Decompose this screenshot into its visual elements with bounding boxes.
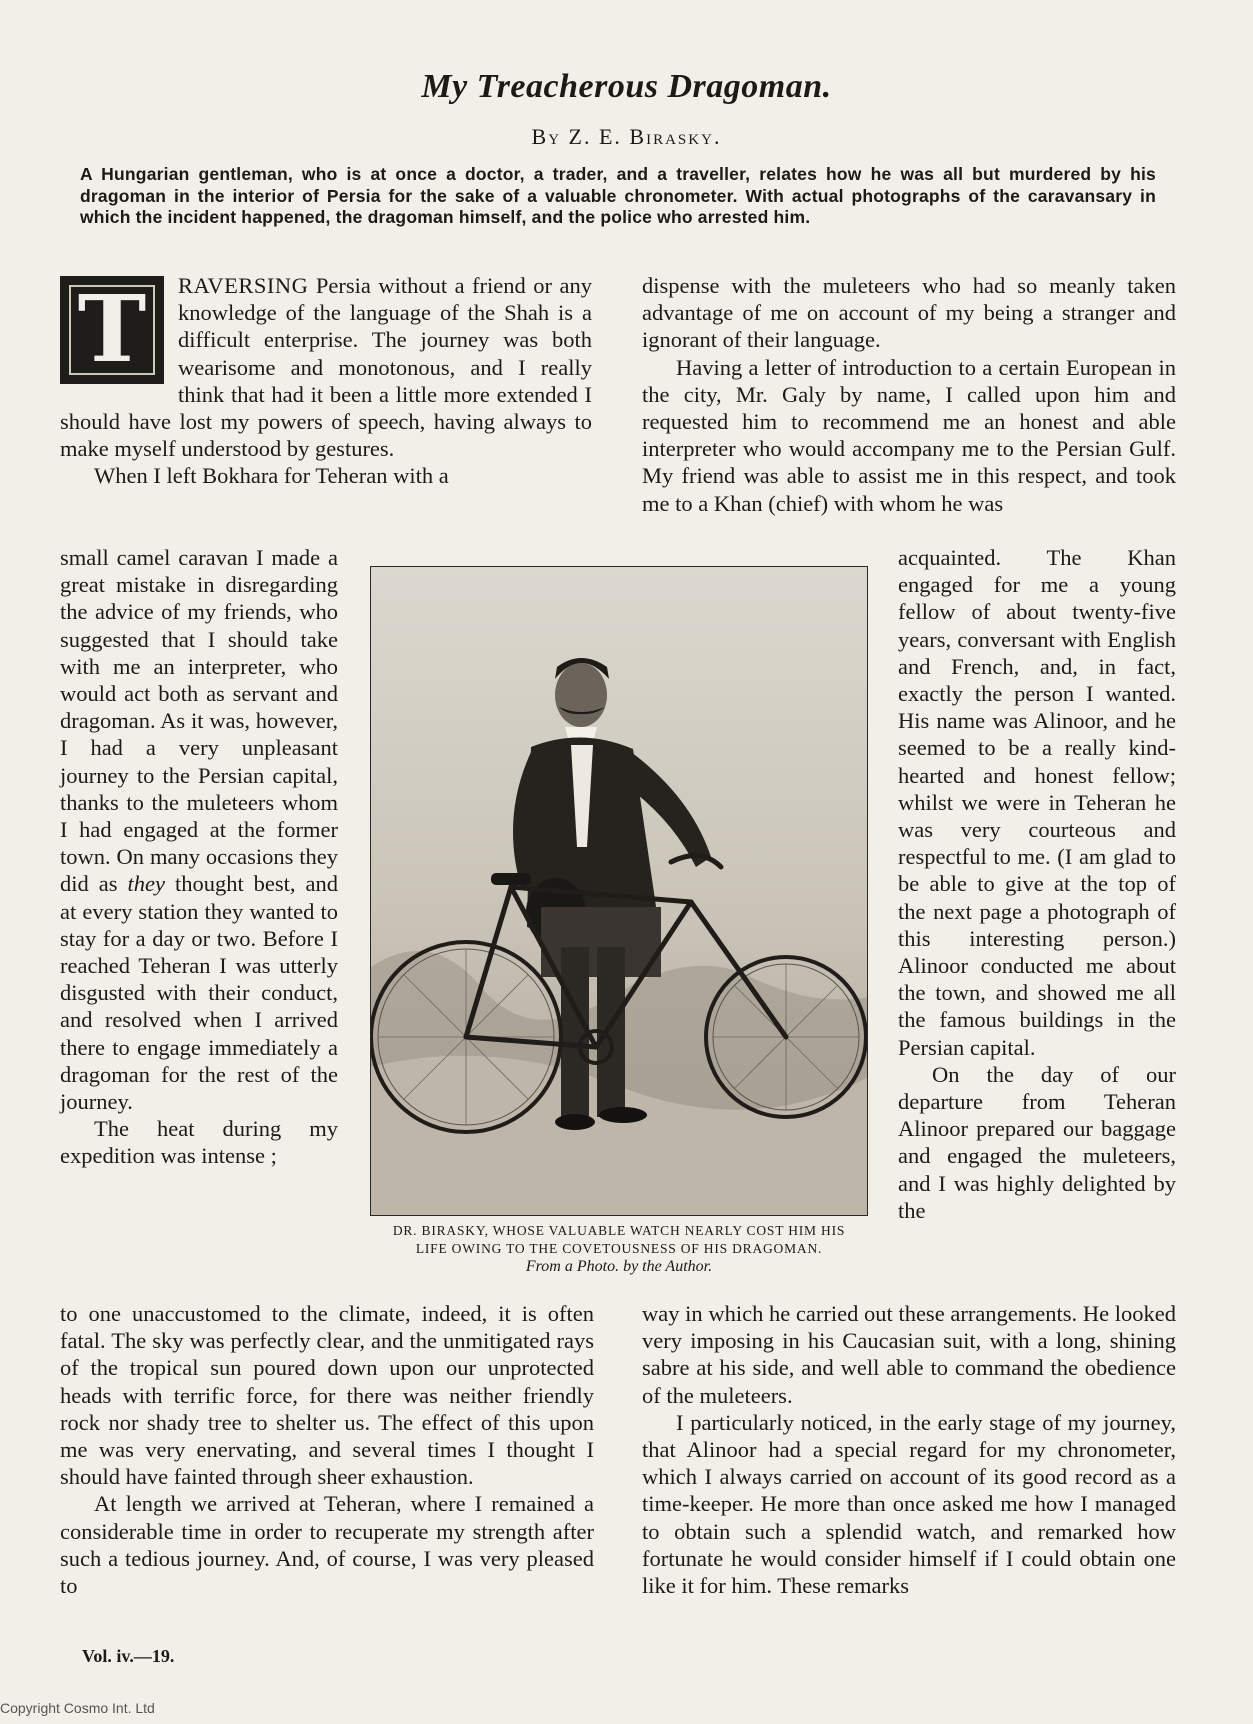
column-1-narrow — [60, 544, 338, 1170]
col2-paragraph-3-start: On the day of our departure from Teheran Alinoor prepared our baggage and engaged the muleteers, and I was highly delighted by the — [898, 1061, 1176, 1223]
paragraph-1-text: Persia without a friend or any knowledge of the language of the Shah is a difficult enterprise. The journey was both wearisome and monotonous, and I really think that had it been a little more extended I should have lost my powers of speech, having always to make myself understood by gestures. — [60, 273, 592, 462]
opening-word: RAVERSING — [178, 273, 309, 298]
col2-paragraph-1: dispense with the muleteers who had so meanly taken advantage of me on account of my being a stranger and ignorant of their language. — [642, 273, 1176, 353]
photo-man-with-bicycle — [370, 566, 868, 1216]
copyright-notice: Copyright Cosmo Int. Ltd — [0, 1700, 155, 1716]
caption-line-1: DR. BIRASKY, WHOSE VALUABLE WATCH NEARLY COST HIM HIS — [392, 1223, 846, 1238]
paragraph-3-cont: to one unaccustomed to the climate, indeed, it is often fatal. The sky was perfectly clear, and the unmitigated rays of the tropical sun poured down upon our unprotected heads with terrific force, for there was neither friendly rock nor shady tree to shelter us. The effect of this upon me was very enervating, and several times I thought I should have fainted through sheer exhaustion. — [60, 1301, 594, 1490]
col2-paragraph-2-cont: acquainted. The Khan engaged for me a young fellow of about twenty-five years, conversant with English and French, and, in fact, exactly the person I wanted. His name was Alinoor, and he seemed to be a really kind-hearted and honest fellow; whilst we were in Teheran he was very courteous and respectful to me. (I am glad to be able to give at the top of the next page a photograph of this interesting person.) Alinoor conducted me about the town, and showed me all the famous buildings in the Persian capital. — [898, 545, 1176, 1060]
col2-paragraph-2-start: Having a letter of introduction to a certain European in the city, Mr. Galy by name, I called upon him and requested him to recommend me an honest and able interpreter who would accompany me to the Persian Gulf. My friend was able to assist me in this respect, and took me to a Khan (chief) with whom he was — [642, 354, 1176, 516]
dropcap-initial: T — [60, 276, 164, 384]
emphasis-they: they — [127, 871, 165, 897]
paragraph-2-start: When I left Bokhara for Teheran with a — [94, 463, 449, 489]
paragraph-2-text-a: small camel caravan I made a great mistake in disregarding the advice of my friends, who suggested that I should take with me an interpreter, who would act both as servant and dragoman. As it was, however, I had a very unpleasant journey to the Persian capital, thanks to the muleteers whom I had engaged at the former town. On many occasions they did as — [60, 545, 338, 897]
column-2-top — [642, 272, 1176, 517]
photo-caption — [356, 1222, 882, 1276]
paragraph-3-start: The heat during my expedition was intense ; — [60, 1116, 338, 1169]
col2-paragraph-4: I particularly noticed, in the early stage of my journey, that Alinoor had a special regard for my chronometer, which I always carried on account of its good record as a time-keeper. He more than once asked me how I managed to obtain such a splendid watch, and remarked how fortunate he would consider himself if I could obtain one like it for him. These remarks — [642, 1409, 1176, 1599]
article-intro: A Hungarian gentleman, who is at once a doctor, a trader, and a traveller, relates how he was all but murdered by his dragoman in the interior of Persia for the sake of a valuable chronometer. With actual photographs of the caravansary in which the incident happened, the dragoman himself, and the police who arrested him. — [80, 164, 1156, 227]
column-2-bottom — [642, 1300, 1176, 1599]
photo-credit: From a Photo. by the Author. — [525, 1258, 713, 1275]
article-title: My Treacherous Dragoman. — [421, 68, 832, 105]
paragraph-2-text-b: thought best, and at every station they wanted to stay for a day or two. Before I reached Teheran I was utterly disgusted with their conduct, and resolved when I arrived there to engage immediately a dragoman for the rest of the journey. — [60, 871, 339, 1115]
photo-illustration — [371, 567, 868, 1216]
column-1-bottom — [60, 1300, 594, 1599]
volume-number: Vol. iv.—19. — [82, 1646, 175, 1666]
article-byline: By Z. E. Birasky. — [531, 124, 722, 149]
col2-paragraph-3-cont: way in which he carried out these arrangements. He looked very imposing in his Caucasian suit, with a long, shining sabre at his side, and well able to command the obedience of the muleteers. — [642, 1301, 1176, 1408]
column-2-narrow — [898, 544, 1176, 1224]
paragraph-1 — [60, 272, 592, 462]
column-1-top — [60, 272, 592, 490]
caption-line-2: LIFE OWING TO THE COVETOUSNESS OF HIS DRAGOMAN. — [415, 1241, 823, 1256]
paragraph-2-cont — [60, 544, 338, 1115]
paragraph-4: At length we arrived at Teheran, where I remained a considerable time in order to recuperate my strength after such a tedious journey. And, of course, I was very pleased to — [60, 1491, 594, 1599]
